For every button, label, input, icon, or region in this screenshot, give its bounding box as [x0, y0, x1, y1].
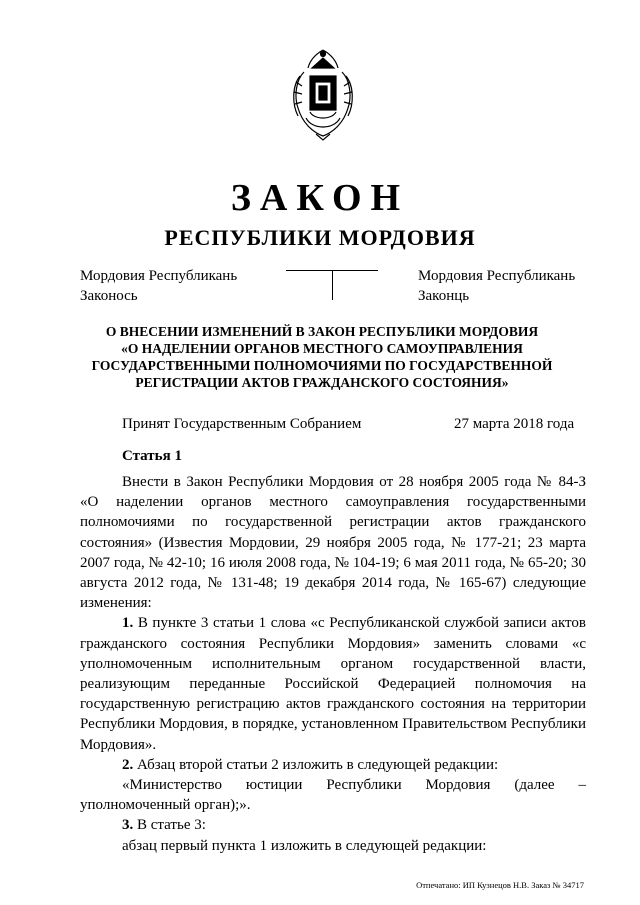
article-title: Статья 1: [122, 448, 182, 464]
left-header-line-2: Законось: [80, 288, 138, 304]
right-header-line-2: Законць: [418, 288, 470, 304]
header-divider-stem: [332, 270, 333, 300]
heading-line-2: «О НАДЕЛЕНИИ ОРГАНОВ МЕСТНОГО САМОУПРАВЛЕНИЯ: [121, 341, 523, 356]
item-text-2: Абзац второй статьи 2 изложить в следующей редакции:: [133, 756, 499, 773]
right-header-line-1: Мордовия Республикань: [418, 268, 576, 284]
printer-footer: Отпечатано: ИП Кузнецов Н.В. Заказ № 34717: [416, 880, 584, 890]
item-text-3: В статье 3:: [133, 817, 206, 834]
adopted-date: 27 марта 2018 года: [454, 416, 575, 432]
document-issuer-subtitle: РЕСПУБЛИКИ МОРДОВИЯ: [164, 225, 476, 250]
law-heading: [72, 323, 572, 391]
right-header-block: [418, 266, 575, 306]
item-text-1: В пункте 3 статьи 1 слова «с Республиканской службой записи актов гражданского состояния Республики Мордовия» заменить словами «с уполномоченным исполнительным органом государственной власти, реализующим переданные Российской Федерацией полномочия на государственную регистрацию актов гражданского состояния на территории Республики Мордовия, в порядке, установленном Правительством Республики Мордовия».: [80, 615, 586, 753]
item-number-1: 1.: [122, 615, 134, 632]
heading-line-3: ГОСУДАРСТВЕННЫМИ ПОЛНОМОЧИЯМИ ПО ГОСУДАРСТВЕННОЙ: [91, 358, 553, 373]
left-header-block: [80, 266, 237, 306]
coat-of-arms-emblem: [286, 46, 360, 142]
heading-line-1: О ВНЕСЕНИИ ИЗМЕНЕНИЙ В ЗАКОН РЕСПУБЛИКИ МОРДОВИЯ: [105, 324, 539, 339]
item-number-2: 2.: [122, 756, 134, 773]
document-type-title: ЗАКОН: [230, 177, 410, 219]
body-paragraph-1: Внести в Закон Республики Мордовия от 28 ноября 2005 года № 84-З «О наделении органов местного самоуправления государственными полномочиями по государственной регистрации актов гражданского состояния» (Известия Мордовии, 29 ноября 2005 года, № 177-21; 23 марта 2007 года, № 42-10; 16 июля 2008 года, № 104-19; 6 мая 2011 года, № 65-20; 30 августа 2012 года, № 131-48; 19 декабря 2014 года, № 165-67) следующие изменения:: [80, 474, 586, 612]
body-paragraph-3: [80, 755, 586, 775]
body-paragraph-5: [80, 815, 586, 835]
body-paragraph-6: абзац первый пункта 1 изложить в следующей редакции:: [122, 837, 487, 854]
adopted-by: Принят Государственным Собранием: [122, 416, 362, 432]
law-body: [80, 472, 586, 856]
body-paragraph-2: [80, 613, 586, 754]
item-number-3: 3.: [122, 817, 134, 834]
left-header-line-1: Мордовия Республикань: [80, 268, 238, 284]
heading-line-4: РЕГИСТРАЦИИ АКТОВ ГРАЖДАНСКОГО СОСТОЯНИЯ»: [135, 375, 509, 390]
body-paragraph-4: «Министерство юстиции Республики Мордовия (далее – уполномоченный орган);».: [80, 777, 586, 814]
